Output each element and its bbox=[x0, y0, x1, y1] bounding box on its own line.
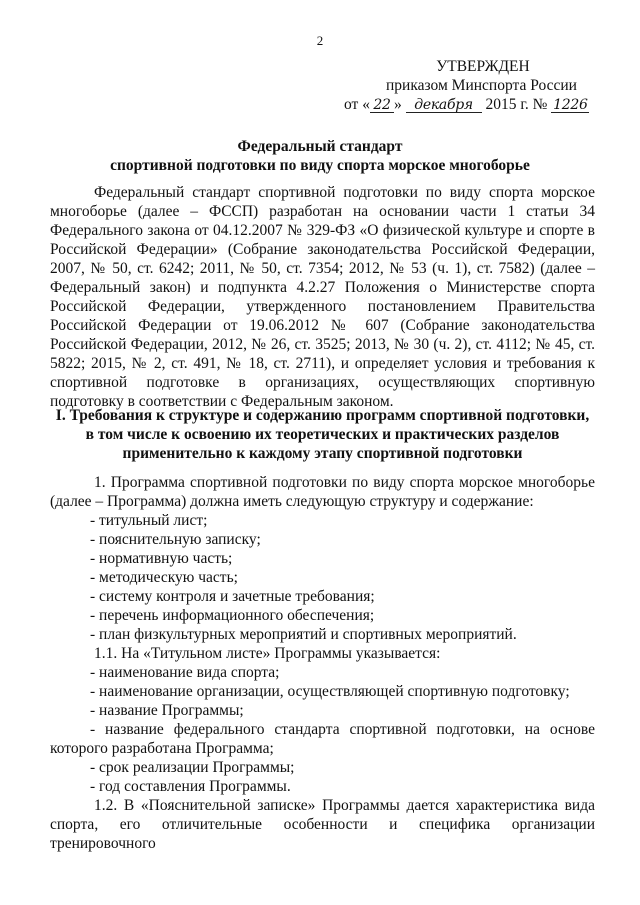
list-item: - титульный лист; bbox=[90, 512, 208, 529]
date-day: 22 bbox=[370, 98, 394, 113]
paragraph-1: 1. Программа спортивной подготовки по виду спорта морское многоборье (далее – Программа) должна иметь следующую структуру и содержание: bbox=[50, 474, 595, 510]
list-item-long: - название федерального стандарта спортивной подготовки, на основе которого разработана Программа; bbox=[50, 721, 595, 757]
document-title bbox=[0, 137, 640, 175]
list-item: - наименование вида спорта; bbox=[90, 664, 280, 681]
approval-title: УТВЕРЖДЕН bbox=[436, 58, 530, 75]
approval-block bbox=[344, 57, 588, 114]
section-body bbox=[50, 473, 595, 853]
title-page-list bbox=[50, 663, 595, 720]
list-item: - наименование организации, осуществляющей спортивную подготовку; bbox=[90, 683, 570, 700]
section-heading-line-3: применительно к каждому этапу спортивной подготовки bbox=[122, 445, 523, 462]
approval-org: приказом Минспорта России bbox=[386, 77, 577, 94]
paragraph-1-2: 1.2. В «Пояснительной записке» Программы дается характеристика вида спорта, его отличительные особенности и специфика организации тренировочного bbox=[50, 797, 595, 852]
section-heading-line-2: в том числе к освоению их теоретических и практических разделов bbox=[85, 426, 560, 443]
list-item: - срок реализации Программы; bbox=[90, 759, 295, 776]
title-line-2: спортивной подготовки по виду спорта морское многоборье bbox=[110, 157, 530, 174]
date-prefix: от « bbox=[344, 96, 370, 113]
page-number: 2 bbox=[316, 33, 324, 48]
intro-paragraph: Федеральный стандарт спортивной подготовки по виду спорта морское многоборье (далее – ФССП) разработан на основании части 1 статьи 34 Федерального закона от 04.12.2007 № 329-ФЗ «О физической культуре и спорте в Российской Федерации» (Собрание законодательства Российской Федерации, 2007, № 50, ст. 6242; 2011, № 50, ст. 7354; 2012, № 53 (ч. 1), ст. 7582) (далее – Федеральный закон) и подпункта 4.2.27 Положения о Министерстве спорта Российской Федерации, утвержденного постановлением Правительства Российской Федерации от 19.06.2012 № 607 (Собрание законодательства Российской Федерации, 2012, № 26, ст. 3525; 2013, № 30 (ч. 2), ст. 4112; № 45, ст. 5822; 2015, № 2, ст. 491, № 18, ст. 2711), и определяет условия и требования к спортивной подготовке в организациях, осуществляющих спортивную подготовку в соответствии с Федеральным законом. bbox=[50, 184, 595, 410]
section-heading bbox=[50, 406, 595, 463]
section-heading-line-1: I. Требования к структуре и содержанию программ спортивной подготовки, bbox=[55, 407, 590, 424]
list-item: - пояснительную записку; bbox=[90, 531, 261, 548]
date-month: декабря bbox=[406, 98, 482, 113]
title-line-1: Федеральный стандарт bbox=[237, 138, 403, 155]
list-item: - систему контроля и зачетные требования; bbox=[90, 588, 375, 605]
list-item: - год составления Программы. bbox=[90, 778, 291, 795]
list-item: - методическую часть; bbox=[90, 569, 238, 586]
date-mid: » bbox=[393, 96, 402, 113]
intro-block bbox=[50, 183, 595, 411]
list-item: - название Программы; bbox=[90, 702, 244, 719]
title-page-list-cont bbox=[50, 758, 595, 796]
list-item: - перечень информационного обеспечения; bbox=[90, 607, 375, 624]
order-number: 1226 bbox=[553, 97, 588, 113]
structure-list bbox=[50, 511, 595, 644]
list-item: - план физкультурных мероприятий и спортивных мероприятий. bbox=[90, 626, 517, 643]
approval-date bbox=[344, 95, 588, 114]
date-year: 2015 г. № bbox=[485, 96, 548, 113]
list-item: - нормативную часть; bbox=[90, 550, 233, 567]
paragraph-1-1: 1.1. На «Титульном листе» Программы указывается: bbox=[94, 645, 441, 662]
